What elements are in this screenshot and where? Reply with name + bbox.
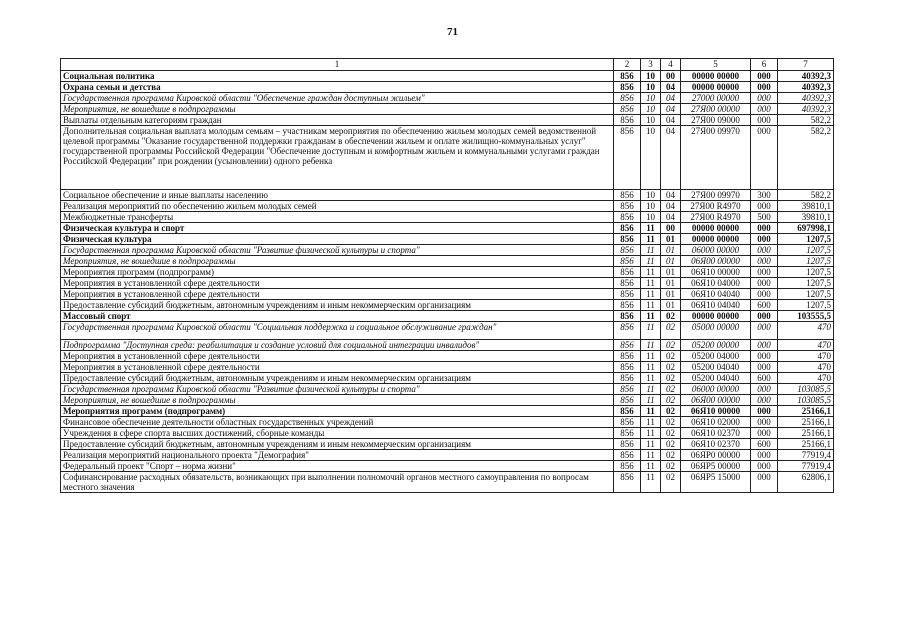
- target-article-cell: 06Я10 04040: [681, 300, 751, 311]
- expense-type-cell: 000: [751, 340, 778, 351]
- expense-type-cell: 000: [751, 322, 778, 340]
- row-name-cell: Софинансирование расходных обязательств, возникающих при выполнении полномочий органов местного самоуправления по вопросам местного значения: [61, 472, 614, 493]
- amount-cell: 1207,5: [778, 256, 834, 267]
- table-row: [61, 406, 834, 417]
- amount-cell: 40392,3: [778, 71, 834, 82]
- table-row: [61, 126, 834, 190]
- amount-cell: 40392,3: [778, 82, 834, 93]
- target-article-cell: 06Я10 02000: [681, 417, 751, 428]
- expense-type-cell: 000: [751, 126, 778, 190]
- target-article-cell: 00000 00000: [681, 311, 751, 322]
- section-code-cell: 11: [641, 406, 661, 417]
- table-row: [61, 212, 834, 223]
- table-row: [61, 384, 834, 395]
- row-name-cell: Физическая культура: [61, 234, 614, 245]
- expense-type-cell: 600: [751, 373, 778, 384]
- row-name-cell: Учреждения в сфере спорта высших достижений, сборные команды: [61, 428, 614, 439]
- expense-type-cell: 000: [751, 223, 778, 234]
- amount-cell: 40392,3: [778, 104, 834, 115]
- table-row: [61, 322, 834, 340]
- section-code-cell: 11: [641, 289, 661, 300]
- expense-type-cell: 000: [751, 461, 778, 472]
- subsection-code-cell: 01: [661, 267, 681, 278]
- subsection-code-cell: 02: [661, 373, 681, 384]
- expense-type-cell: 000: [751, 428, 778, 439]
- row-name-cell: Реализация мероприятий национального проекта "Демография": [61, 450, 614, 461]
- row-name-cell: Государственная программа Кировской области "Обеспечение граждан доступным жильем": [61, 93, 614, 104]
- target-article-cell: 00000 00000: [681, 82, 751, 93]
- amount-cell: 470: [778, 351, 834, 362]
- subsection-code-cell: 02: [661, 439, 681, 450]
- section-code-cell: 11: [641, 417, 661, 428]
- row-name-cell: Выплаты отдельным категориям граждан: [61, 115, 614, 126]
- subsection-code-cell: 00: [661, 223, 681, 234]
- ministry-code-cell: 856: [614, 395, 641, 406]
- amount-cell: 697998,1: [778, 223, 834, 234]
- subsection-code-cell: 01: [661, 256, 681, 267]
- target-article-cell: 05200 04040: [681, 362, 751, 373]
- column-header: 5: [681, 59, 751, 71]
- target-article-cell: 27Я00 R4970: [681, 201, 751, 212]
- target-article-cell: 06000 00000: [681, 384, 751, 395]
- target-article-cell: 05200 00000: [681, 340, 751, 351]
- section-code-cell: 11: [641, 311, 661, 322]
- section-code-cell: 11: [641, 395, 661, 406]
- row-name-cell: Массовый спорт: [61, 311, 614, 322]
- amount-cell: 1207,5: [778, 234, 834, 245]
- subsection-code-cell: 02: [661, 395, 681, 406]
- section-code-cell: 11: [641, 373, 661, 384]
- ministry-code-cell: 856: [614, 311, 641, 322]
- target-article-cell: 06Я10 04040: [681, 289, 751, 300]
- target-article-cell: 06ЯР0 00000: [681, 450, 751, 461]
- target-article-cell: 06Я00 00000: [681, 256, 751, 267]
- target-article-cell: 05200 04040: [681, 373, 751, 384]
- subsection-code-cell: 02: [661, 461, 681, 472]
- row-name-cell: Физическая культура и спорт: [61, 223, 614, 234]
- table-row: [61, 340, 834, 351]
- section-code-cell: 11: [641, 278, 661, 289]
- ministry-code-cell: 856: [614, 340, 641, 351]
- subsection-code-cell: 02: [661, 406, 681, 417]
- ministry-code-cell: 856: [614, 289, 641, 300]
- ministry-code-cell: 856: [614, 417, 641, 428]
- row-name-cell: Федеральный проект "Спорт – норма жизни": [61, 461, 614, 472]
- ministry-code-cell: 856: [614, 300, 641, 311]
- row-name-cell: Мероприятия программ (подпрограмм): [61, 267, 614, 278]
- expense-type-cell: 000: [751, 417, 778, 428]
- ministry-code-cell: 856: [614, 428, 641, 439]
- expense-type-cell: 000: [751, 71, 778, 82]
- row-name-cell: Межбюджетные трансферты: [61, 212, 614, 223]
- ministry-code-cell: 856: [614, 223, 641, 234]
- table-row: [61, 234, 834, 245]
- row-name-cell: Социальное обеспечение и иные выплаты населению: [61, 190, 614, 201]
- table-row: [61, 223, 834, 234]
- row-name-cell: Дополнительная социальная выплата молодым семьям – участникам мероприятия по обеспечению жильем молодых семей ведомственной целевой программы "Оказание государственной поддержки гражданам в обеспечении жильем и оплате жилищно-коммунальных услуг" государственной программы Российской Федерации "Обеспечение доступным и комфортным жильем и коммунальными услугами граждан Российской Федерации" при рождении (усыновлении) одного ребенка: [61, 126, 614, 190]
- target-article-cell: 06Я00 00000: [681, 395, 751, 406]
- row-name-cell: Мероприятия в установленной сфере деятельности: [61, 362, 614, 373]
- table-row: [61, 267, 834, 278]
- target-article-cell: 06Я10 04000: [681, 278, 751, 289]
- expense-type-cell: 000: [751, 245, 778, 256]
- expense-type-cell: 000: [751, 450, 778, 461]
- subsection-code-cell: 00: [661, 71, 681, 82]
- subsection-code-cell: 04: [661, 212, 681, 223]
- section-code-cell: 11: [641, 300, 661, 311]
- target-article-cell: 27Я00 09970: [681, 126, 751, 190]
- section-code-cell: 11: [641, 256, 661, 267]
- row-name-cell: Мероприятия в установленной сфере деятельности: [61, 289, 614, 300]
- column-header: 7: [778, 59, 834, 71]
- ministry-code-cell: 856: [614, 190, 641, 201]
- amount-cell: 25166,1: [778, 417, 834, 428]
- subsection-code-cell: 04: [661, 82, 681, 93]
- expense-type-cell: 000: [751, 234, 778, 245]
- row-name-cell: Государственная программа Кировской области "Социальная поддержка и социальное обслуживание граждан": [61, 322, 614, 340]
- table-body: [61, 71, 834, 493]
- row-name-cell: Подпрограмма "Доступная среда: реабилитация и создание условий для социальной интеграции инвалидов": [61, 340, 614, 351]
- expense-type-cell: 000: [751, 104, 778, 115]
- amount-cell: 103085,5: [778, 395, 834, 406]
- amount-cell: 470: [778, 362, 834, 373]
- row-name-cell: Социальная политика: [61, 71, 614, 82]
- row-name-cell: Охрана семьи и детства: [61, 82, 614, 93]
- target-article-cell: 06000 00000: [681, 245, 751, 256]
- section-code-cell: 10: [641, 104, 661, 115]
- column-header: 2: [614, 59, 641, 71]
- expense-type-cell: 000: [751, 256, 778, 267]
- subsection-code-cell: 01: [661, 289, 681, 300]
- section-code-cell: 11: [641, 322, 661, 340]
- amount-cell: 39810,1: [778, 212, 834, 223]
- column-header: 3: [641, 59, 661, 71]
- target-article-cell: 00000 00000: [681, 71, 751, 82]
- expense-type-cell: 000: [751, 93, 778, 104]
- table-row: [61, 395, 834, 406]
- table-row: [61, 115, 834, 126]
- ministry-code-cell: 856: [614, 472, 641, 493]
- amount-cell: 1207,5: [778, 278, 834, 289]
- section-code-cell: 10: [641, 115, 661, 126]
- section-code-cell: 11: [641, 439, 661, 450]
- table-row: [61, 278, 834, 289]
- amount-cell: 582,2: [778, 126, 834, 190]
- amount-cell: 1207,5: [778, 289, 834, 300]
- section-code-cell: 11: [641, 450, 661, 461]
- ministry-code-cell: 856: [614, 322, 641, 340]
- subsection-code-cell: 02: [661, 311, 681, 322]
- column-header: 1: [61, 59, 614, 71]
- target-article-cell: 06Я10 00000: [681, 406, 751, 417]
- column-header: 4: [661, 59, 681, 71]
- ministry-code-cell: 856: [614, 201, 641, 212]
- amount-cell: 103085,5: [778, 384, 834, 395]
- subsection-code-cell: 02: [661, 351, 681, 362]
- section-code-cell: 11: [641, 472, 661, 493]
- ministry-code-cell: 856: [614, 362, 641, 373]
- table-row: [61, 311, 834, 322]
- ministry-code-cell: 856: [614, 82, 641, 93]
- target-article-cell: 06Я10 02370: [681, 439, 751, 450]
- row-name-cell: Мероприятия программ (подпрограмм): [61, 406, 614, 417]
- table-row: [61, 190, 834, 201]
- section-code-cell: 11: [641, 351, 661, 362]
- ministry-code-cell: 856: [614, 373, 641, 384]
- subsection-code-cell: 01: [661, 278, 681, 289]
- subsection-code-cell: 04: [661, 190, 681, 201]
- amount-cell: 582,2: [778, 190, 834, 201]
- target-article-cell: 27Я00 09970: [681, 190, 751, 201]
- table-row: [61, 461, 834, 472]
- ministry-code-cell: 856: [614, 450, 641, 461]
- ministry-code-cell: 856: [614, 234, 641, 245]
- expense-type-cell: 000: [751, 201, 778, 212]
- expense-type-cell: 300: [751, 190, 778, 201]
- row-name-cell: Реализация мероприятий по обеспечению жильем молодых семей: [61, 201, 614, 212]
- column-header: 6: [751, 59, 778, 71]
- subsection-code-cell: 02: [661, 472, 681, 493]
- ministry-code-cell: 856: [614, 278, 641, 289]
- ministry-code-cell: 856: [614, 212, 641, 223]
- expense-type-cell: 500: [751, 212, 778, 223]
- ministry-code-cell: 856: [614, 439, 641, 450]
- target-article-cell: 27Я00 R4970: [681, 212, 751, 223]
- section-code-cell: 11: [641, 234, 661, 245]
- row-name-cell: Предоставление субсидий бюджетным, автономным учреждениям и иным некоммерческим организациям: [61, 373, 614, 384]
- table-row: [61, 362, 834, 373]
- table-row: [61, 300, 834, 311]
- expense-type-cell: 000: [751, 267, 778, 278]
- ministry-code-cell: 856: [614, 71, 641, 82]
- amount-cell: 470: [778, 373, 834, 384]
- subsection-code-cell: 01: [661, 234, 681, 245]
- amount-cell: 582,2: [778, 115, 834, 126]
- expense-type-cell: 000: [751, 82, 778, 93]
- ministry-code-cell: 856: [614, 256, 641, 267]
- row-name-cell: Мероприятия в установленной сфере деятельности: [61, 278, 614, 289]
- expense-type-cell: 000: [751, 278, 778, 289]
- subsection-code-cell: 04: [661, 201, 681, 212]
- section-code-cell: 11: [641, 340, 661, 351]
- subsection-code-cell: 02: [661, 362, 681, 373]
- subsection-code-cell: 04: [661, 126, 681, 190]
- expense-type-cell: 000: [751, 395, 778, 406]
- section-code-cell: 11: [641, 245, 661, 256]
- section-code-cell: 10: [641, 82, 661, 93]
- amount-cell: 103555,5: [778, 311, 834, 322]
- subsection-code-cell: 02: [661, 450, 681, 461]
- section-code-cell: 10: [641, 201, 661, 212]
- table-row: [61, 450, 834, 461]
- table-row: [61, 256, 834, 267]
- amount-cell: 40392,3: [778, 93, 834, 104]
- row-name-cell: Предоставление субсидий бюджетным, автономным учреждениям и иным некоммерческим организациям: [61, 439, 614, 450]
- table-row: [61, 373, 834, 384]
- amount-cell: 470: [778, 340, 834, 351]
- target-article-cell: 27Я00 00000: [681, 104, 751, 115]
- section-code-cell: 11: [641, 223, 661, 234]
- amount-cell: 1207,5: [778, 267, 834, 278]
- amount-cell: 470: [778, 322, 834, 340]
- expense-type-cell: 600: [751, 439, 778, 450]
- ministry-code-cell: 856: [614, 245, 641, 256]
- amount-cell: 1207,5: [778, 245, 834, 256]
- subsection-code-cell: 04: [661, 93, 681, 104]
- amount-cell: 39810,1: [778, 201, 834, 212]
- row-name-cell: Финансовое обеспечение деятельности областных государственных учреждений: [61, 417, 614, 428]
- subsection-code-cell: 04: [661, 104, 681, 115]
- ministry-code-cell: 856: [614, 351, 641, 362]
- section-code-cell: 11: [641, 267, 661, 278]
- table-row: [61, 428, 834, 439]
- ministry-code-cell: 856: [614, 384, 641, 395]
- target-article-cell: 27Я00 09000: [681, 115, 751, 126]
- subsection-code-cell: 01: [661, 245, 681, 256]
- ministry-code-cell: 856: [614, 461, 641, 472]
- expense-type-cell: 000: [751, 472, 778, 493]
- table-row: [61, 417, 834, 428]
- table-row: [61, 82, 834, 93]
- row-name-cell: Государственная программа Кировской области "Развитие физической культуры и спорта": [61, 245, 614, 256]
- target-article-cell: 06ЯР5 00000: [681, 461, 751, 472]
- expense-type-cell: 000: [751, 115, 778, 126]
- ministry-code-cell: 856: [614, 406, 641, 417]
- amount-cell: 1207,5: [778, 300, 834, 311]
- amount-cell: 25166,1: [778, 439, 834, 450]
- section-code-cell: 11: [641, 384, 661, 395]
- section-code-cell: 10: [641, 212, 661, 223]
- table-row: [61, 289, 834, 300]
- amount-cell: 25166,1: [778, 428, 834, 439]
- target-article-cell: 05000 00000: [681, 322, 751, 340]
- row-name-cell: Государственная программа Кировской области "Развитие физической культуры и спорта": [61, 384, 614, 395]
- page-number: 71: [447, 26, 458, 38]
- expense-type-cell: 000: [751, 311, 778, 322]
- row-name-cell: Мероприятия в установленной сфере деятельности: [61, 351, 614, 362]
- expense-type-cell: 600: [751, 300, 778, 311]
- subsection-code-cell: 02: [661, 428, 681, 439]
- subsection-code-cell: 02: [661, 340, 681, 351]
- table-row: [61, 201, 834, 212]
- section-code-cell: 11: [641, 461, 661, 472]
- target-article-cell: 06Я10 00000: [681, 267, 751, 278]
- expense-type-cell: 000: [751, 289, 778, 300]
- table-row: [61, 351, 834, 362]
- table-row: [61, 93, 834, 104]
- row-name-cell: Предоставление субсидий бюджетным, автономным учреждениям и иным некоммерческим организациям: [61, 300, 614, 311]
- table-row: [61, 104, 834, 115]
- section-code-cell: 10: [641, 93, 661, 104]
- subsection-code-cell: 02: [661, 322, 681, 340]
- row-name-cell: Мероприятия, не вошедшие в подпрограммы: [61, 256, 614, 267]
- subsection-code-cell: 02: [661, 384, 681, 395]
- target-article-cell: 00000 00000: [681, 234, 751, 245]
- target-article-cell: 00000 00000: [681, 223, 751, 234]
- section-code-cell: 10: [641, 126, 661, 190]
- table-row: [61, 71, 834, 82]
- target-article-cell: 05200 04000: [681, 351, 751, 362]
- section-code-cell: 10: [641, 190, 661, 201]
- budget-table: [60, 58, 834, 493]
- section-code-cell: 10: [641, 71, 661, 82]
- row-name-cell: Мероприятия, не вошедшие в подпрограммы: [61, 104, 614, 115]
- target-article-cell: 27000 00000: [681, 93, 751, 104]
- row-name-cell: Мероприятия, не вошедшие в подпрограммы: [61, 395, 614, 406]
- amount-cell: 62806,1: [778, 472, 834, 493]
- table-row: [61, 245, 834, 256]
- subsection-code-cell: 04: [661, 115, 681, 126]
- expense-type-cell: 000: [751, 384, 778, 395]
- section-code-cell: 11: [641, 428, 661, 439]
- ministry-code-cell: 856: [614, 115, 641, 126]
- ministry-code-cell: 856: [614, 93, 641, 104]
- ministry-code-cell: 856: [614, 267, 641, 278]
- target-article-cell: 06Я10 02370: [681, 428, 751, 439]
- subsection-code-cell: 01: [661, 300, 681, 311]
- table-row: [61, 439, 834, 450]
- amount-cell: 25166,1: [778, 406, 834, 417]
- amount-cell: 77919,4: [778, 461, 834, 472]
- table-row: [61, 472, 834, 493]
- ministry-code-cell: 856: [614, 104, 641, 115]
- amount-cell: 77919,4: [778, 450, 834, 461]
- expense-type-cell: 000: [751, 351, 778, 362]
- expense-type-cell: 000: [751, 362, 778, 373]
- section-code-cell: 11: [641, 362, 661, 373]
- target-article-cell: 06ЯР5 15000: [681, 472, 751, 493]
- table-header-row: [61, 59, 834, 71]
- ministry-code-cell: 856: [614, 126, 641, 190]
- subsection-code-cell: 02: [661, 417, 681, 428]
- expense-type-cell: 000: [751, 406, 778, 417]
